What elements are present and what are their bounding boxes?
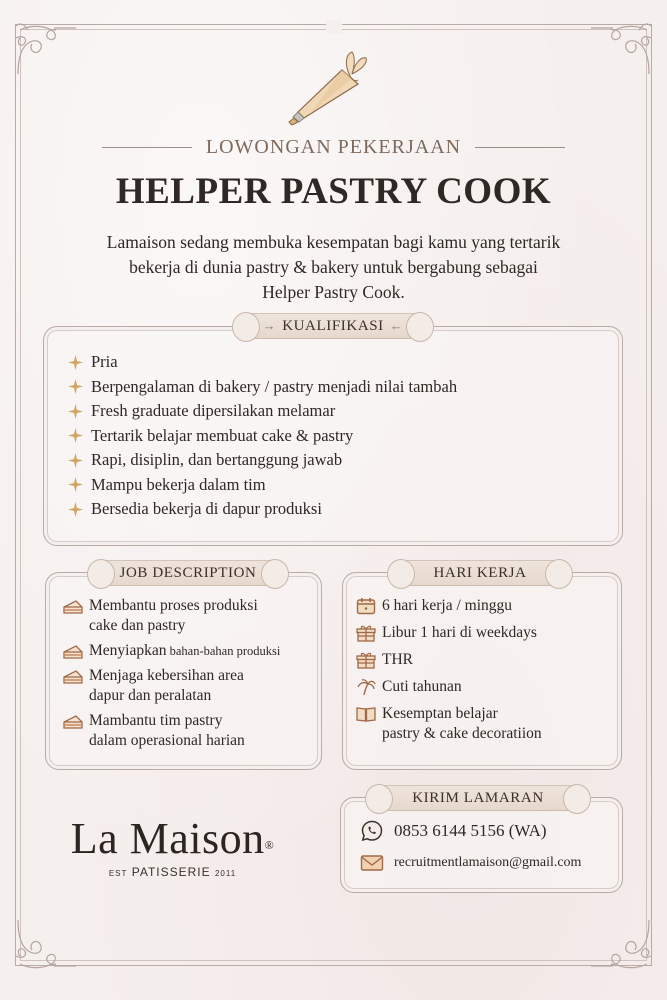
list-item: 6 hari kerja / minggu <box>356 596 618 616</box>
list-item: Mambantu tim pastry dalam operasional harian <box>62 711 320 751</box>
list-item: Libur 1 hari di weekdays <box>356 623 618 643</box>
list-item: Pria <box>68 350 457 375</box>
corner-flourish-icon <box>8 16 78 76</box>
corner-flourish-icon <box>8 918 78 978</box>
eyebrow-heading <box>0 136 667 159</box>
email-row[interactable] <box>360 852 620 874</box>
list-item: Tertarik belajar membuat cake & pastry <box>68 424 457 449</box>
list-item: Menjaga kebersihan area dapur dan peralatan <box>62 666 320 706</box>
star-sparkle-icon <box>68 428 83 443</box>
eyebrow-text: LOWONGAN PEKERJAAN <box>205 136 462 158</box>
gift-icon <box>356 651 376 669</box>
kualifikasi-list <box>68 350 457 522</box>
kualifikasi-heading: → KUALIFIKASI ← <box>250 313 416 339</box>
list-item: Mampu bekerja dalam tim <box>68 473 457 498</box>
page-title: HELPER PASTRY COOK <box>115 171 552 212</box>
corner-flourish-icon <box>589 918 659 978</box>
cake-slice-icon <box>62 644 84 660</box>
whatsapp-icon <box>360 820 384 842</box>
list-item: Berpengalaman di bakery / pastry menjadi nilai tambah <box>68 375 457 400</box>
gift-icon <box>356 624 376 642</box>
phone-row[interactable] <box>360 820 620 842</box>
intro-paragraph: Lamaison sedang membuka kesempatan bagi kamu yang tertarik bekerja di dunia pastry & bakery untuk bergabung sebagai Helper Pastry Cook. <box>106 232 561 302</box>
list-item: Membantu proses produksi cake dan pastry <box>62 596 320 636</box>
calendar-icon <box>356 597 376 615</box>
brand-logo: La Maison® EST PATISSERIE 2011 <box>70 814 275 879</box>
star-sparkle-icon <box>68 453 83 468</box>
email-address[interactable]: recruitmentlamaison@gmail.com <box>394 855 582 870</box>
star-sparkle-icon <box>68 379 83 394</box>
list-item: Bersedia bekerja di dapur produksi <box>68 497 457 522</box>
star-sparkle-icon <box>68 404 83 419</box>
cake-slice-icon <box>62 599 84 615</box>
list-item: Fresh graduate dipersilakan melamar <box>68 399 457 424</box>
contact-info <box>360 820 620 884</box>
phone-number[interactable]: 0853 6144 5156 (WA) <box>394 821 547 840</box>
list-item: THR <box>356 650 618 670</box>
hari-kerja-heading: HARI KERJA <box>405 560 555 586</box>
job-description-list <box>62 596 320 756</box>
list-item: Menyiapkan bahan-bahan produksi <box>62 641 320 661</box>
hari-kerja-list <box>356 596 618 751</box>
divider <box>475 147 565 148</box>
cake-slice-icon <box>62 669 84 685</box>
list-item: Rapi, disiplin, dan bertanggung jawab <box>68 448 457 473</box>
list-item: Cuti tahunan <box>356 677 618 697</box>
star-sparkle-icon <box>68 477 83 492</box>
piping-bag-icon <box>280 44 380 126</box>
kirim-lamaran-heading: KIRIM LAMARAN <box>383 785 573 811</box>
divider <box>102 147 192 148</box>
book-icon <box>356 705 376 723</box>
list-item: Kesemptan belajar pastry & cake decoratiion <box>356 704 618 744</box>
job-description-heading: JOB DESCRIPTION <box>105 560 271 586</box>
envelope-icon <box>360 852 384 874</box>
star-sparkle-icon <box>68 355 83 370</box>
cake-slice-icon <box>62 714 84 730</box>
palm-tree-icon <box>356 678 376 696</box>
star-sparkle-icon <box>68 502 83 517</box>
corner-flourish-icon <box>589 16 659 76</box>
